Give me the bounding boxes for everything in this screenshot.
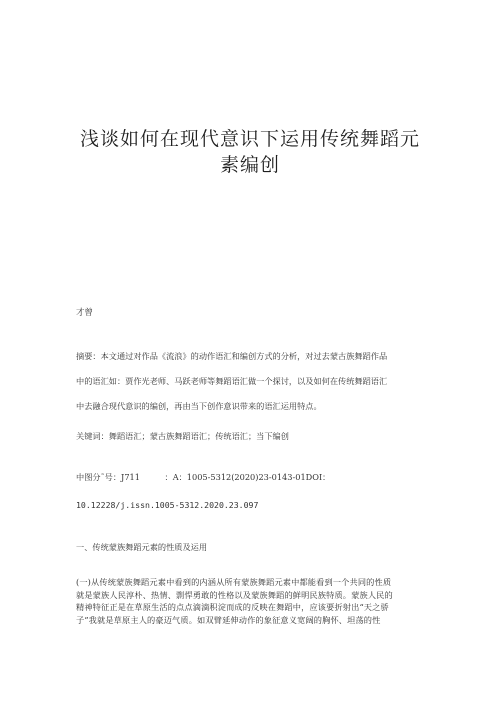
- paper-title-line-1: 浅谈如何在现代意识下运用传统舞蹈元: [79, 128, 420, 150]
- body-line: 精神特征正是在草原生活的点点滴滴积淀而成的反映在舞蹈中，应该要折射出“天之骄: [76, 602, 389, 612]
- abstract: [76, 344, 428, 419]
- body-line: (一)从传统蒙族舞蹈元素中看到的内涵从所有蒙族舞蹈元素中都能看到一个共同的性质: [76, 577, 392, 587]
- paper-title-line-2: 素编创: [219, 154, 280, 176]
- paper-title: [60, 126, 440, 178]
- body-paragraph: [76, 576, 428, 626]
- body-line: 就是蒙族人民淳朴、热情、剽悍勇敢的性格以及蒙族舞蹈的鲜明民族特质。蒙族人民的: [76, 589, 393, 600]
- doi: 10.12228/j.issn.1005-5312.2020.23.097: [76, 500, 259, 510]
- abstract-line: 中的语汇如：贾作光老师、马跃老师等舞蹈语汇做一个探讨，以及如何在传统舞蹈语汇: [76, 376, 388, 386]
- classification-line: 中图分˜号：J711 ：A：1005-5312(2020)23-0143-01DOI：: [76, 472, 331, 482]
- author-name: 才曾: [76, 308, 94, 318]
- body-line: 子”我就是草原主人的豪迈气质。如双臂延伸动作的象征意义宽阔的胸怀、坦荡的性: [76, 614, 381, 625]
- section-heading: 一、传统蒙族舞蹈元素的性质及运用: [76, 542, 208, 552]
- abstract-line: 中去融合现代意识的编创，再由当下创作意识带来的语汇运用特点。: [76, 401, 322, 411]
- keywords: 关键词：舞蹈语汇；蒙古族舞蹈语汇；传统语汇；当下编创: [76, 431, 289, 441]
- abstract-line: 摘要：本文通过对作品《流浪》的动作语汇和编创方式的分析，对过去蒙古族舞蹈作品: [76, 351, 388, 361]
